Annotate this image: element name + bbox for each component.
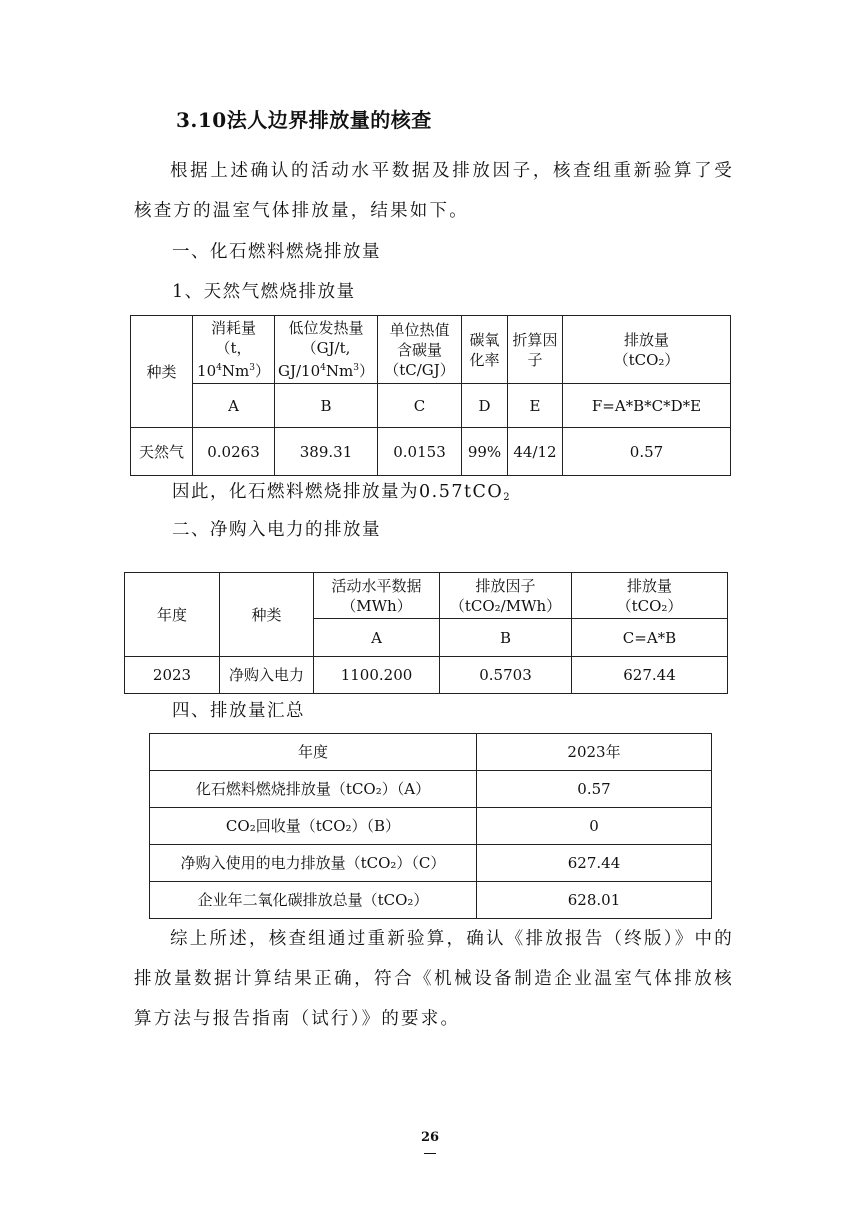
code-cell: B: [440, 619, 572, 657]
summary-table: [149, 733, 712, 919]
section-2-title: 二、净购入电力的排放量: [172, 520, 381, 540]
section-heading: 3.10法人边界排放量的核查: [176, 108, 432, 132]
page-number-dash: [424, 1153, 436, 1154]
header-activity: 活动水平数据 （MWh）: [314, 573, 440, 619]
header-kind: 种类: [220, 573, 314, 657]
summary-label: CO₂回收量（tCO₂）（B）: [150, 808, 477, 845]
summary-label: 企业年二氧化碳排放总量（tCO₂）: [150, 882, 477, 919]
page-number: 26: [420, 1130, 440, 1145]
intro-paragraph: 根据上述确认的活动水平数据及排放因子，核查组重新验算了受核查方的温室气体排放量，结果如下。: [134, 161, 734, 221]
header-carbon-content: 单位热值 含碳量 （tC/GJ）: [378, 316, 462, 384]
table-cell: 净购入电力: [220, 657, 314, 694]
summary-value: 0.57: [477, 771, 712, 808]
code-cell: B: [275, 384, 378, 428]
header-year: 年度: [150, 734, 477, 771]
section-1-subtitle: 1、天然气燃烧排放量: [172, 282, 356, 302]
header-year: 年度: [125, 573, 220, 657]
header-kind: 种类: [131, 316, 193, 428]
table-cell: 0.5703: [440, 657, 572, 694]
electricity-table: [124, 572, 728, 694]
code-cell: C: [378, 384, 462, 428]
code-cell: E: [508, 384, 563, 428]
table-cell: 99%: [462, 428, 508, 476]
code-cell: C=A*B: [572, 619, 728, 657]
table-cell: 44/12: [508, 428, 563, 476]
header-ncv: 低位发热量 （GJ/t, $GJ/10^4Nm^3$）: [275, 316, 378, 384]
code-cell: A: [193, 384, 275, 428]
section-1-conclusion: 因此，化石燃料燃烧排放量为0.57tCO2: [172, 482, 512, 503]
section-1-title: 一、化石燃料燃烧排放量: [172, 242, 381, 262]
natural-gas-table: [130, 315, 731, 476]
closing-paragraph: 综上所述，核查组通过重新验算，确认《排放报告（终版）》中的排放量数据计算结果正确，符合《机械设备制造企业温室气体排放核算方法与报告指南（试行）》的要求。: [134, 929, 734, 1029]
table-cell: 627.44: [572, 657, 728, 694]
summary-label: 化石燃料燃烧排放量（tCO₂）（A）: [150, 771, 477, 808]
code-cell: F=A*B*C*D*E: [563, 384, 731, 428]
header-conversion: 折算因 子: [508, 316, 563, 384]
table-cell: 天然气: [131, 428, 193, 476]
summary-value: 627.44: [477, 845, 712, 882]
header-emission: 排放量 （tCO₂）: [572, 573, 728, 619]
table-cell: 0.0153: [378, 428, 462, 476]
table-cell: 0.57: [563, 428, 731, 476]
summary-value: 0: [477, 808, 712, 845]
summary-label: 净购入使用的电力排放量（tCO₂）（C）: [150, 845, 477, 882]
code-cell: D: [462, 384, 508, 428]
header-emission: 排放量 （tCO₂）: [563, 316, 731, 384]
header-oxidation: 碳氧 化率: [462, 316, 508, 384]
table-cell: 2023: [125, 657, 220, 694]
table-cell: 0.0263: [193, 428, 275, 476]
section-4-title: 四、排放量汇总: [172, 701, 305, 721]
table-cell: 1100.200: [314, 657, 440, 694]
header-factor: 排放因子 （tCO₂/MWh）: [440, 573, 572, 619]
table-cell: 389.31: [275, 428, 378, 476]
header-value: 2023年: [477, 734, 712, 771]
summary-value: 628.01: [477, 882, 712, 919]
code-cell: A: [314, 619, 440, 657]
header-consumption: 消耗量 （t， $10^4Nm^3$）: [193, 316, 275, 384]
